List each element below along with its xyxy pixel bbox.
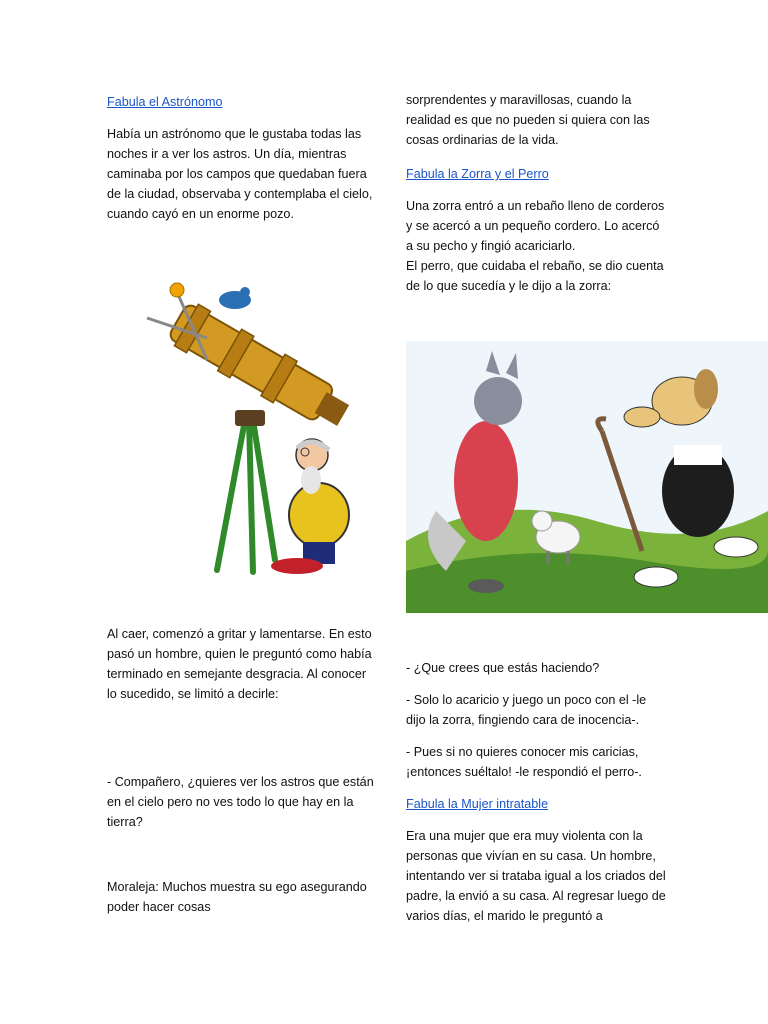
- fox-dog-dialog-2: - Solo lo acaricio y juego un poco con el -le dijo la zorra, fingiendo cara de inocencia-.: [406, 693, 647, 727]
- woman-intro: Era una mujer que era muy violenta con la personas que vivían en su casa. Un hombre, intentando ver si trataba igual a los criados del padre, la envió a su casa. Al regresar luego de varios días, el marido le preguntó a: [406, 829, 666, 923]
- left-column-moral: [107, 877, 375, 917]
- fox-dog-dialog-3: - Pues si no quieres conocer mis caricias, ¡entonces suéltalo! -le respondió el perro-.: [406, 745, 642, 779]
- fox-dog-title-link[interactable]: Fabula la Zorra y el Perro: [406, 167, 549, 181]
- astronomer-continuation: sorprendentes y maravillosas, cuando la realidad es que no pueden si quiera con las cosas ordinarias de la vida.: [406, 93, 650, 147]
- fox-dog-illustration: [406, 341, 768, 613]
- right-column: [406, 90, 668, 296]
- astronomer-title-link[interactable]: Fabula el Astrónomo: [107, 95, 223, 109]
- woman-title-link[interactable]: Fabula la Mujer intratable: [406, 797, 549, 811]
- astronomer-illustration: [107, 270, 383, 576]
- fox-dog-intro-2: El perro, que cuidaba el rebaño, se dio cuenta de lo que sucedía y le dijo a la zorra:: [406, 259, 664, 293]
- fox-dog-intro-1: Una zorra entró a un rebaño lleno de corderos y se acercó a un pequeño cordero. Lo acercó a su pecho y fingió acariciarlo.: [406, 199, 665, 253]
- astronomer-moral: Moraleja: Muchos muestra su ego asegurando poder hacer cosas: [107, 880, 367, 914]
- astronomer-para3: - Compañero, ¿quieres ver los astros que están en el cielo pero no ves todo lo que hay en la tierra?: [107, 775, 374, 829]
- right-column-dialogs: [406, 658, 668, 926]
- fox-dog-dialog-1: - ¿Que crees que estás haciendo?: [406, 661, 600, 675]
- astronomer-para2: Al caer, comenzó a gritar y lamentarse. En esto pasó un hombre, quien le preguntó como había terminado en semejante desgracia. Al conocer lo sucedido, se limitó a decirle:: [107, 627, 372, 701]
- left-column: [107, 90, 375, 224]
- left-column-lower: [107, 624, 375, 704]
- astronomer-intro: Había un astrónomo que le gustaba todas las noches ir a ver los astros. Un día, mientras caminaba por los campos que quedaban fuera de la ciudad, observaba y contemplaba el cielo, cuando cayó en un enorme pozo.: [107, 127, 373, 221]
- tripod: [217, 420, 275, 572]
- left-column-dialog: [107, 772, 375, 832]
